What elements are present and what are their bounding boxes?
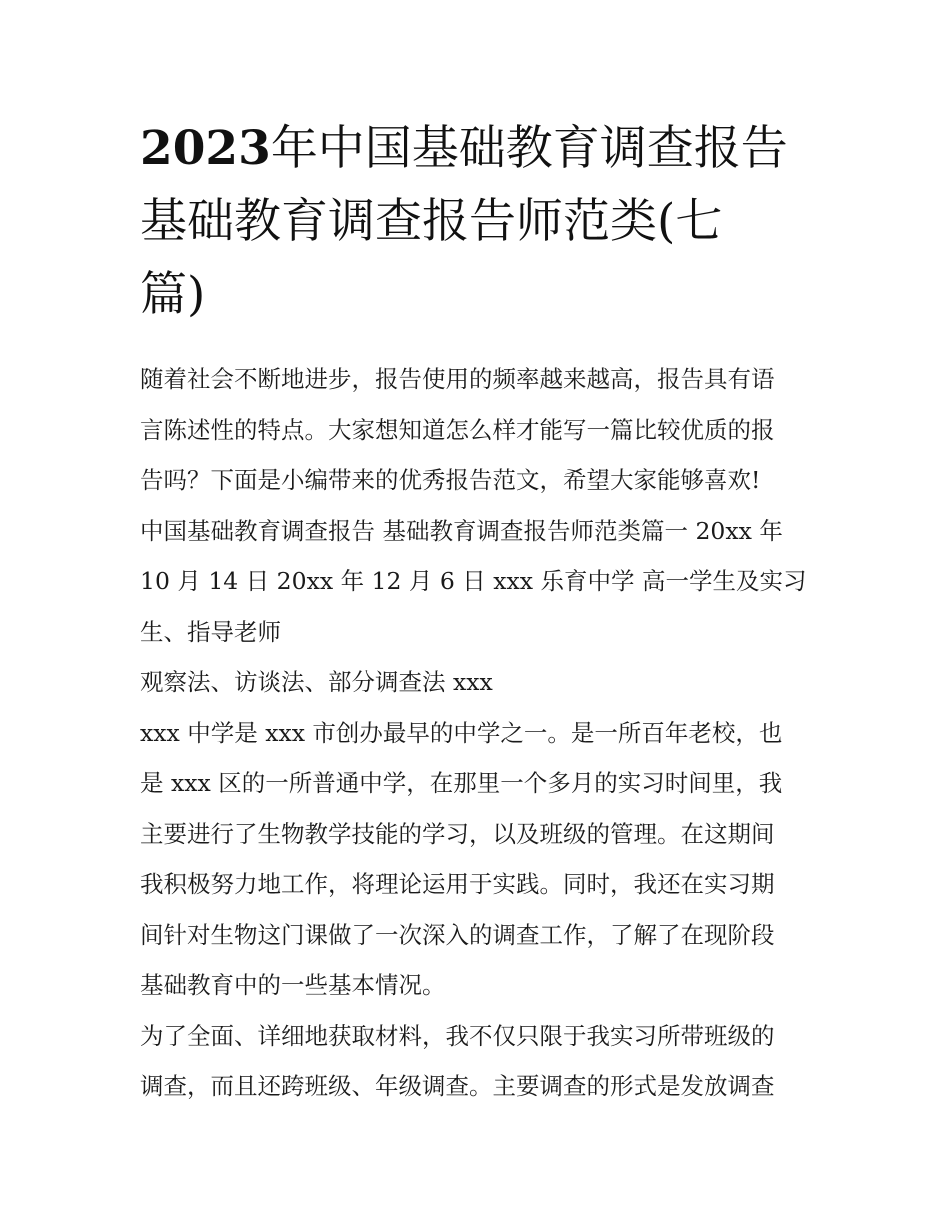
report-info-paragraph [140, 506, 820, 658]
document-body [140, 354, 820, 1112]
title-line-3: 篇) [140, 267, 206, 322]
paragraph-line: 我积极努力地工作，将理论运用于实践。同时，我还在实习期 [140, 870, 775, 898]
intro-paragraph [140, 354, 820, 506]
title-line-1 [140, 112, 820, 185]
paragraph-line: 间针对生物这门课做了一次深入的调查工作，了解了在现阶段 [140, 920, 775, 949]
survey-paragraph [140, 1011, 820, 1112]
paragraph-line: 观察法、访谈法、部分调查法 xxx [140, 668, 493, 696]
paragraph-line: 是 xxx 区的一所普通中学，在那里一个多月的实习时间里，我 [140, 769, 783, 797]
title-line-2: 基础教育调查报告师范类(七 [140, 194, 723, 249]
school-paragraph [140, 708, 820, 1011]
paragraph-line: xxx 中学是 xxx 市创办最早的中学之一。是一所百年老校，也 [140, 718, 783, 747]
paragraph-line: 生、指导老师 [140, 617, 281, 646]
paragraph-line: 为了全面、详细地获取材料，我不仅只限于我实习所带班级的 [140, 1021, 775, 1050]
paragraph-line: 言陈述性的特点。大家想知道怎么样才能写一篇比较优质的报 [140, 415, 775, 444]
title-line-1-text: 年中国基础教育调查报告 [270, 121, 788, 176]
paragraph-line: 调查，而且还跨班级、年级调查。主要调查的形式是发放调查 [140, 1072, 775, 1100]
methods-paragraph [140, 657, 820, 708]
paragraph-line: 主要进行了生物教学技能的学习，以及班级的管理。在这期间 [140, 819, 775, 848]
title-year: 2023 [140, 121, 271, 176]
document-title [140, 112, 820, 331]
paragraph-line: 10 月 14 日 20xx 年 12 月 6 日 xxx 乐育中学 高一学生及实习 [140, 567, 807, 595]
paragraph-line: 基础教育中的一些基本情况。 [140, 971, 446, 999]
paragraph-line: 中国基础教育调查报告 基础教育调查报告师范类篇一 20xx 年 [140, 516, 783, 545]
paragraph-line: 告吗？下面是小编带来的优秀报告范文，希望大家能够喜欢! [140, 466, 761, 494]
paragraph-line: 随着社会不断地进步，报告使用的频率越来越高，报告具有语 [140, 365, 775, 393]
